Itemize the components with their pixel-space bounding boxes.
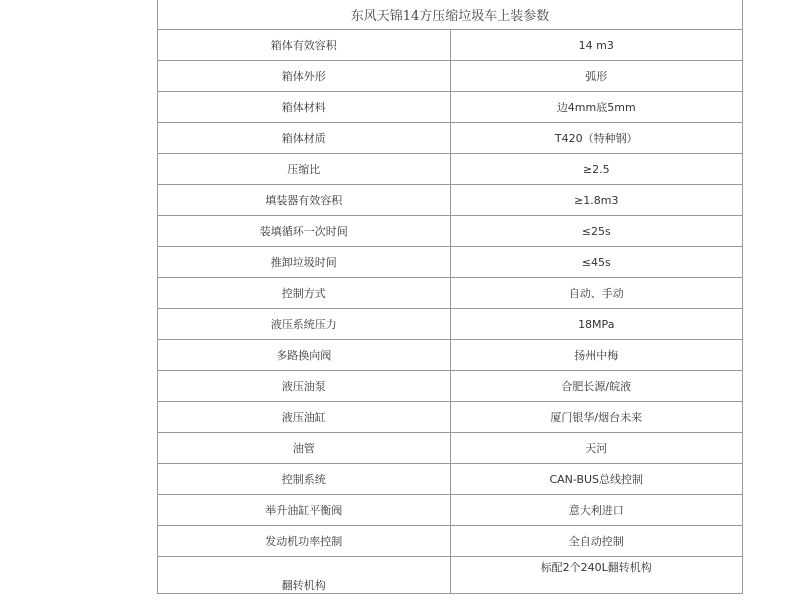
param-value-cell: 自动、手动 (450, 278, 743, 309)
param-name-cell: 箱体材料 (158, 92, 451, 123)
param-name-cell: 控制方式 (158, 278, 451, 309)
title-row (158, 0, 743, 30)
param-value-cell: 弧形 (450, 61, 743, 92)
param-name-cell: 压缩比 (158, 154, 451, 185)
param-name-cell: 液压系统压力 (158, 309, 451, 340)
param-value-cell: 天河 (450, 433, 743, 464)
param-name-cell: 装填循环一次时间 (158, 216, 451, 247)
spec-table (157, 0, 743, 594)
table-title: 东风天锦14方压缩垃圾车上装参数 (158, 0, 743, 30)
table-row (158, 247, 743, 278)
table-row (158, 526, 743, 557)
table-row (158, 495, 743, 526)
table-row (158, 154, 743, 185)
table-row (158, 371, 743, 402)
table-row (158, 61, 743, 92)
table-row (158, 557, 743, 594)
param-name-cell: 填装器有效容积 (158, 185, 451, 216)
param-name-cell: 液压油缸 (158, 402, 451, 433)
param-name-cell: 发动机功率控制 (158, 526, 451, 557)
param-name-cell: 液压油泵 (158, 371, 451, 402)
param-value-cell: 边4mm底5mm (450, 92, 743, 123)
param-value-cell: 意大利进口 (450, 495, 743, 526)
param-name-cell: 控制系统 (158, 464, 451, 495)
spec-table-body (158, 0, 743, 594)
param-name-cell: 翻转机构 (158, 557, 451, 594)
param-value-cell: ≤45s (450, 247, 743, 278)
table-row (158, 309, 743, 340)
table-row (158, 216, 743, 247)
param-value-cell: ≤25s (450, 216, 743, 247)
param-value-cell: 18MPa (450, 309, 743, 340)
param-value-cell: CAN-BUS总线控制 (450, 464, 743, 495)
param-value-cell: 厦门银华/烟台未来 (450, 402, 743, 433)
table-row (158, 123, 743, 154)
param-value-cell: ≥2.5 (450, 154, 743, 185)
param-value-cell: 合肥长源/皖液 (450, 371, 743, 402)
param-name-cell: 举升油缸平衡阀 (158, 495, 451, 526)
table-row (158, 185, 743, 216)
param-value-cell: 扬州中梅 (450, 340, 743, 371)
table-row (158, 340, 743, 371)
table-row (158, 433, 743, 464)
param-name-cell: 箱体有效容积 (158, 30, 451, 61)
param-name-cell: 推卸垃圾时间 (158, 247, 451, 278)
param-value-cell: T420（特种钢） (450, 123, 743, 154)
param-name-cell: 油管 (158, 433, 451, 464)
param-value-cell: 14 m3 (450, 30, 743, 61)
table-row (158, 92, 743, 123)
param-value-cell: 全自动控制 (450, 526, 743, 557)
param-name-cell: 箱体外形 (158, 61, 451, 92)
param-value-cell: 标配2个240L翻转机构 (450, 557, 743, 594)
table-row (158, 30, 743, 61)
param-value-cell: ≥1.8m3 (450, 185, 743, 216)
param-name-cell: 箱体材质 (158, 123, 451, 154)
table-row (158, 464, 743, 495)
table-row (158, 278, 743, 309)
table-row (158, 402, 743, 433)
param-name-cell: 多路换向阀 (158, 340, 451, 371)
